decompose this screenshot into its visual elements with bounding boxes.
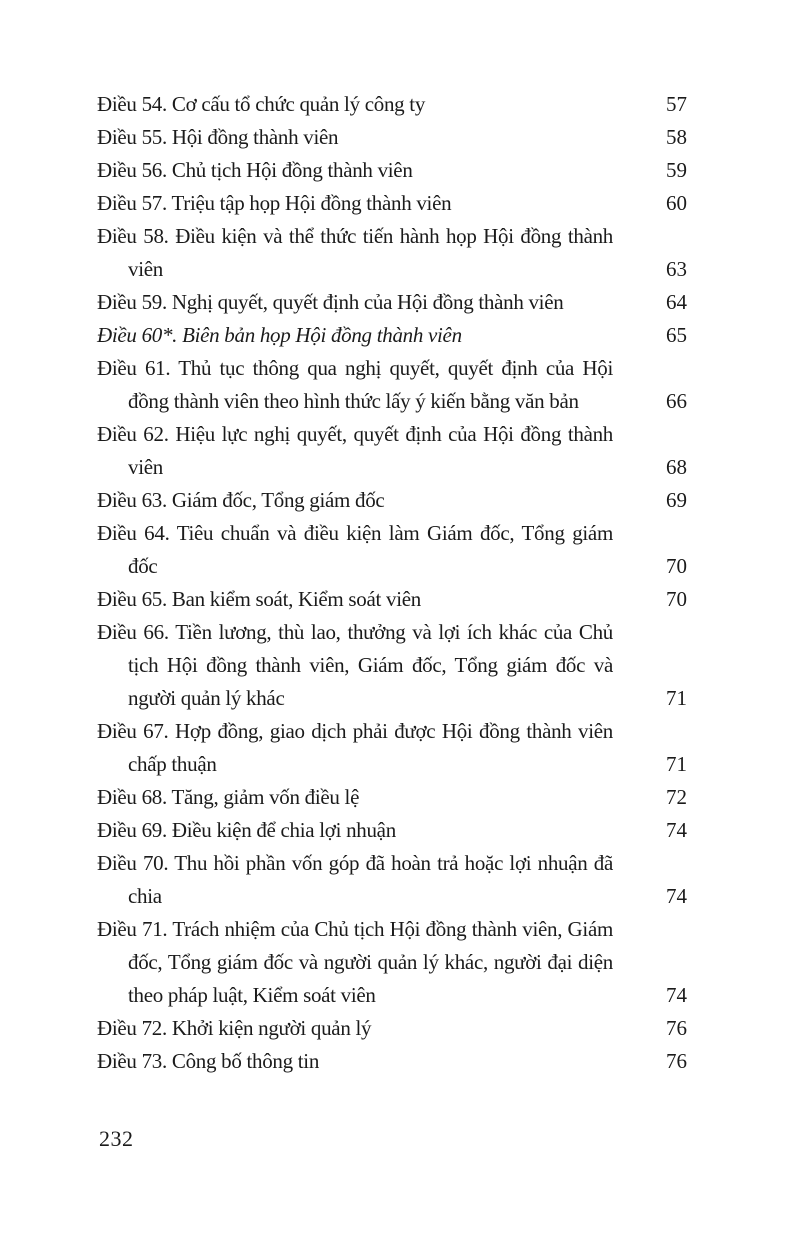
toc-entry-title: Điều 72. Khởi kiện người quản lý	[97, 1016, 372, 1040]
toc-entry-page-number: 63	[666, 257, 687, 281]
toc-entry-title: Điều 68. Tăng, giảm vốn điều lệ	[97, 785, 360, 809]
toc-entry-title: Điều 69. Điều kiện để chia lợi nhuận	[97, 818, 396, 842]
toc-entry	[97, 319, 687, 352]
toc-entry-page-number: 57	[666, 92, 687, 116]
toc-entry	[97, 1045, 687, 1078]
toc-entry-page-number: 70	[666, 554, 687, 578]
toc-entry-page-number: 65	[666, 323, 687, 347]
toc-entry	[97, 913, 687, 1012]
toc-entry-page-number: 59	[666, 158, 687, 182]
toc-entry-page-number: 68	[666, 455, 687, 479]
toc-entry-page-number: 58	[666, 125, 687, 149]
toc-entry-page-number: 72	[666, 785, 687, 809]
toc-entry	[97, 220, 687, 286]
page-number: 232	[99, 1126, 134, 1151]
toc-entry	[97, 418, 687, 484]
toc-entry-title: Điều 59. Nghị quyết, quyết định của Hội đồng thành viên	[97, 290, 564, 314]
toc-entry-page-number: 60	[666, 191, 687, 215]
toc-entry	[97, 187, 687, 220]
toc-entry-page-number: 71	[666, 686, 687, 710]
toc-entry-title: Điều 63. Giám đốc, Tổng giám đốc	[97, 488, 385, 512]
toc-entry	[97, 352, 687, 418]
toc-entry-title: Điều 73. Công bố thông tin	[97, 1049, 320, 1073]
toc-entry-title: Điều 57. Triệu tập họp Hội đồng thành viên	[97, 191, 452, 215]
toc-entry-title: Điều 61. Thủ tục thông qua nghị quyết, quyết định của Hội đồng thành viên theo hình thức lấy ý kiến bằng văn bản	[97, 356, 613, 413]
toc-entry-page-number: 69	[666, 488, 687, 512]
toc-entry-page-number: 66	[666, 389, 687, 413]
toc-entry	[97, 814, 687, 847]
toc-entry-page-number: 74	[666, 983, 687, 1007]
toc-entry-title: Điều 55. Hội đồng thành viên	[97, 125, 339, 149]
toc-entry	[97, 484, 687, 517]
toc-entry-page-number: 71	[666, 752, 687, 776]
toc-entry-title: Điều 62. Hiệu lực nghị quyết, quyết định của Hội đồng thành viên	[97, 422, 613, 479]
toc-entry-title: Điều 56. Chủ tịch Hội đồng thành viên	[97, 158, 413, 182]
toc-entry-page-number: 76	[666, 1049, 687, 1073]
toc-entry	[97, 1012, 687, 1045]
toc-entry	[97, 583, 687, 616]
toc-entry-page-number: 64	[666, 290, 687, 314]
toc-entry-title: Điều 65. Ban kiểm soát, Kiểm soát viên	[97, 587, 421, 611]
toc-entry-title: Điều 64. Tiêu chuẩn và điều kiện làm Giám đốc, Tổng giám đốc	[97, 521, 613, 578]
toc-entry-title: Điều 66. Tiền lương, thù lao, thưởng và lợi ích khác của Chủ tịch Hội đồng thành viên, Giám đốc, Tổng giám đốc và người quản lý khác	[97, 620, 613, 710]
toc-entry-title: Điều 67. Hợp đồng, giao dịch phải được Hội đồng thành viên chấp thuận	[97, 719, 613, 776]
toc-entry	[97, 121, 687, 154]
toc-entry-title: Điều 54. Cơ cấu tổ chức quản lý công ty	[97, 92, 426, 116]
toc-entry-page-number: 74	[666, 818, 687, 842]
toc-entry-page-number: 76	[666, 1016, 687, 1040]
toc-entry-title: Điều 71. Trách nhiệm của Chủ tịch Hội đồng thành viên, Giám đốc, Tổng giám đốc và người quản lý khác, người đại diện theo pháp luật, Kiểm soát viên	[97, 917, 613, 1007]
toc-entry	[97, 781, 687, 814]
toc-entry	[97, 286, 687, 319]
toc-entry	[97, 517, 687, 583]
toc-entry	[97, 154, 687, 187]
toc-entry	[97, 88, 687, 121]
toc-entry-title: Điều 58. Điều kiện và thể thức tiến hành họp Hội đồng thành viên	[97, 224, 613, 281]
toc-entry	[97, 616, 687, 715]
toc-entry	[97, 847, 687, 913]
toc-entry-title: Điều 70. Thu hồi phần vốn góp đã hoàn trả hoặc lợi nhuận đã chia	[97, 851, 613, 908]
toc-entry-page-number: 70	[666, 587, 687, 611]
toc-entry-title: Điều 60*. Biên bản họp Hội đồng thành viên	[97, 323, 462, 347]
table-of-contents	[97, 88, 687, 1078]
toc-entry-page-number: 74	[666, 884, 687, 908]
toc-entry	[97, 715, 687, 781]
